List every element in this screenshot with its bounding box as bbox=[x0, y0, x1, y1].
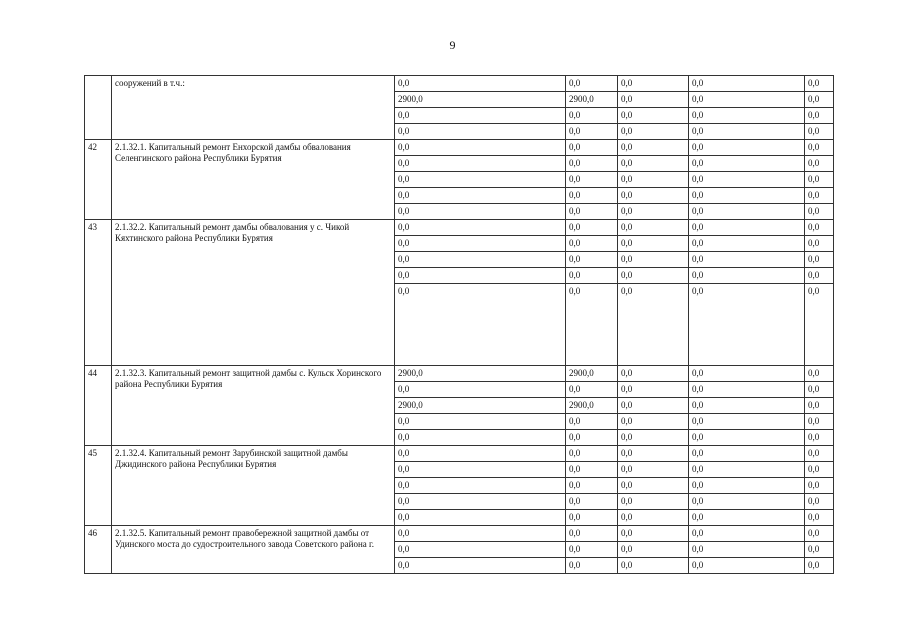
value-cell: 0,0 bbox=[805, 140, 834, 156]
value-cell: 0,0 bbox=[566, 236, 618, 252]
value-cell: 0,0 bbox=[395, 382, 566, 398]
value-cell: 0,0 bbox=[689, 188, 805, 204]
row-number: 44 bbox=[85, 366, 112, 446]
item-description: 2.1.32.1. Капитальный ремонт Енхорской дамбы обвалования Селенгинского района Республики Бурятия bbox=[112, 140, 395, 220]
value-cell: 0,0 bbox=[395, 76, 566, 92]
value-cell: 0,0 bbox=[618, 76, 689, 92]
value-cell: 0,0 bbox=[566, 558, 618, 574]
table-row bbox=[85, 140, 834, 156]
value-cell: 0,0 bbox=[805, 510, 834, 526]
value-cell: 0,0 bbox=[805, 188, 834, 204]
value-cell: 0,0 bbox=[618, 462, 689, 478]
value-cell: 0,0 bbox=[689, 204, 805, 220]
page-number: 9 bbox=[449, 38, 456, 52]
value-cell: 0,0 bbox=[395, 268, 566, 284]
value-cell: 0,0 bbox=[689, 494, 805, 510]
value-cell: 0,0 bbox=[805, 268, 834, 284]
value-cell: 0,0 bbox=[618, 414, 689, 430]
value-cell: 0,0 bbox=[395, 124, 566, 140]
value-cell: 0,0 bbox=[618, 478, 689, 494]
value-cell: 0,0 bbox=[805, 236, 834, 252]
value-cell: 0,0 bbox=[395, 204, 566, 220]
value-cell: 0,0 bbox=[395, 108, 566, 124]
value-cell: 2900,0 bbox=[566, 398, 618, 414]
table-row bbox=[85, 446, 834, 462]
value-cell: 0,0 bbox=[395, 430, 566, 446]
value-cell: 2900,0 bbox=[395, 398, 566, 414]
value-cell: 0,0 bbox=[618, 268, 689, 284]
value-cell: 0,0 bbox=[689, 526, 805, 542]
value-cell: 0,0 bbox=[566, 494, 618, 510]
value-cell: 0,0 bbox=[618, 124, 689, 140]
value-cell: 0,0 bbox=[395, 494, 566, 510]
value-cell: 0,0 bbox=[566, 156, 618, 172]
item-description: 2.1.32.4. Капитальный ремонт Зарубинской защитной дамбы Джидинского района Республики Бурятия bbox=[112, 446, 395, 526]
value-cell: 0,0 bbox=[566, 172, 618, 188]
row-number bbox=[85, 76, 112, 140]
value-cell: 0,0 bbox=[805, 430, 834, 446]
value-cell: 0,0 bbox=[566, 220, 618, 236]
value-cell: 0,0 bbox=[618, 156, 689, 172]
value-cell: 0,0 bbox=[689, 478, 805, 494]
value-cell: 0,0 bbox=[395, 446, 566, 462]
value-cell: 0,0 bbox=[566, 204, 618, 220]
value-cell: 0,0 bbox=[566, 542, 618, 558]
value-cell: 0,0 bbox=[395, 156, 566, 172]
value-cell: 0,0 bbox=[395, 526, 566, 542]
value-cell: 0,0 bbox=[618, 398, 689, 414]
value-cell: 0,0 bbox=[566, 188, 618, 204]
value-cell: 0,0 bbox=[566, 76, 618, 92]
value-cell: 0,0 bbox=[618, 446, 689, 462]
value-cell: 0,0 bbox=[566, 108, 618, 124]
value-cell: 0,0 bbox=[805, 156, 834, 172]
value-cell: 0,0 bbox=[618, 542, 689, 558]
value-cell: 0,0 bbox=[618, 108, 689, 124]
value-cell: 0,0 bbox=[805, 284, 834, 366]
value-cell: 0,0 bbox=[618, 430, 689, 446]
value-cell: 0,0 bbox=[566, 140, 618, 156]
value-cell: 0,0 bbox=[689, 542, 805, 558]
value-cell: 0,0 bbox=[618, 92, 689, 108]
value-cell: 0,0 bbox=[395, 558, 566, 574]
value-cell: 0,0 bbox=[689, 398, 805, 414]
value-cell: 0,0 bbox=[689, 92, 805, 108]
value-cell: 0,0 bbox=[395, 542, 566, 558]
value-cell: 0,0 bbox=[566, 124, 618, 140]
value-cell: 0,0 bbox=[395, 510, 566, 526]
value-cell: 0,0 bbox=[805, 526, 834, 542]
value-cell: 0,0 bbox=[689, 462, 805, 478]
item-description: 2.1.32.3. Капитальный ремонт защитной дамбы с. Кульск Хоринского района Республики Бурятия bbox=[112, 366, 395, 446]
value-cell: 0,0 bbox=[805, 494, 834, 510]
value-cell: 0,0 bbox=[805, 414, 834, 430]
value-cell: 0,0 bbox=[618, 140, 689, 156]
table-row bbox=[85, 76, 834, 92]
value-cell: 0,0 bbox=[395, 236, 566, 252]
value-cell: 0,0 bbox=[618, 204, 689, 220]
value-cell: 0,0 bbox=[805, 366, 834, 382]
value-cell: 0,0 bbox=[395, 414, 566, 430]
value-cell: 0,0 bbox=[805, 92, 834, 108]
row-number: 43 bbox=[85, 220, 112, 366]
value-cell: 2900,0 bbox=[566, 366, 618, 382]
value-cell: 0,0 bbox=[618, 252, 689, 268]
value-cell: 0,0 bbox=[805, 220, 834, 236]
value-cell: 0,0 bbox=[805, 542, 834, 558]
value-cell: 0,0 bbox=[395, 252, 566, 268]
item-description: сооружений в т.ч.: bbox=[112, 76, 395, 140]
value-cell: 0,0 bbox=[618, 284, 689, 366]
value-cell: 0,0 bbox=[689, 172, 805, 188]
value-cell: 0,0 bbox=[689, 446, 805, 462]
value-cell: 0,0 bbox=[618, 510, 689, 526]
item-description: 2.1.32.5. Капитальный ремонт правобережной защитной дамбы от Удинского моста до судостроительного завода Советского района г. bbox=[112, 526, 395, 574]
value-cell: 0,0 bbox=[805, 446, 834, 462]
value-cell: 0,0 bbox=[618, 236, 689, 252]
value-cell: 0,0 bbox=[689, 252, 805, 268]
value-cell: 0,0 bbox=[689, 558, 805, 574]
value-cell: 0,0 bbox=[805, 382, 834, 398]
value-cell: 0,0 bbox=[618, 188, 689, 204]
value-cell: 0,0 bbox=[395, 462, 566, 478]
value-cell: 0,0 bbox=[618, 526, 689, 542]
value-cell: 0,0 bbox=[689, 268, 805, 284]
value-cell: 0,0 bbox=[395, 284, 566, 366]
value-cell: 0,0 bbox=[689, 236, 805, 252]
value-cell: 0,0 bbox=[566, 526, 618, 542]
value-cell: 0,0 bbox=[689, 220, 805, 236]
value-cell: 0,0 bbox=[395, 172, 566, 188]
value-cell: 0,0 bbox=[689, 76, 805, 92]
value-cell: 0,0 bbox=[689, 124, 805, 140]
value-cell: 0,0 bbox=[618, 494, 689, 510]
value-cell: 0,0 bbox=[618, 366, 689, 382]
value-cell: 0,0 bbox=[805, 398, 834, 414]
value-cell: 0,0 bbox=[566, 252, 618, 268]
value-cell: 0,0 bbox=[566, 430, 618, 446]
value-cell: 0,0 bbox=[689, 140, 805, 156]
value-cell: 0,0 bbox=[566, 268, 618, 284]
row-number: 42 bbox=[85, 140, 112, 220]
value-cell: 0,0 bbox=[689, 414, 805, 430]
value-cell: 0,0 bbox=[689, 382, 805, 398]
item-description: 2.1.32.2. Капитальный ремонт дамбы обвалования у с. Чикой Кяхтинского района Республики Бурятия bbox=[112, 220, 395, 366]
value-cell: 0,0 bbox=[805, 558, 834, 574]
value-cell: 0,0 bbox=[566, 284, 618, 366]
value-cell: 0,0 bbox=[805, 204, 834, 220]
value-cell: 0,0 bbox=[805, 462, 834, 478]
table-row bbox=[85, 366, 834, 382]
value-cell: 0,0 bbox=[566, 414, 618, 430]
value-cell: 0,0 bbox=[566, 382, 618, 398]
row-number: 45 bbox=[85, 446, 112, 526]
table-row bbox=[85, 220, 834, 236]
value-cell: 0,0 bbox=[689, 510, 805, 526]
value-cell: 0,0 bbox=[395, 220, 566, 236]
value-cell: 2900,0 bbox=[395, 92, 566, 108]
budget-table bbox=[84, 75, 834, 574]
value-cell: 0,0 bbox=[566, 478, 618, 494]
row-number: 46 bbox=[85, 526, 112, 574]
value-cell: 0,0 bbox=[618, 558, 689, 574]
value-cell: 0,0 bbox=[689, 366, 805, 382]
value-cell: 0,0 bbox=[689, 156, 805, 172]
value-cell: 2900,0 bbox=[566, 92, 618, 108]
value-cell: 0,0 bbox=[566, 446, 618, 462]
value-cell: 2900,0 bbox=[395, 366, 566, 382]
value-cell: 0,0 bbox=[618, 172, 689, 188]
value-cell: 0,0 bbox=[805, 108, 834, 124]
value-cell: 0,0 bbox=[805, 252, 834, 268]
value-cell: 0,0 bbox=[689, 108, 805, 124]
value-cell: 0,0 bbox=[689, 430, 805, 446]
value-cell: 0,0 bbox=[805, 124, 834, 140]
value-cell: 0,0 bbox=[805, 76, 834, 92]
value-cell: 0,0 bbox=[395, 478, 566, 494]
table-row bbox=[85, 526, 834, 542]
value-cell: 0,0 bbox=[805, 478, 834, 494]
value-cell: 0,0 bbox=[395, 140, 566, 156]
value-cell: 0,0 bbox=[618, 382, 689, 398]
value-cell: 0,0 bbox=[395, 188, 566, 204]
value-cell: 0,0 bbox=[805, 172, 834, 188]
value-cell: 0,0 bbox=[618, 220, 689, 236]
value-cell: 0,0 bbox=[566, 462, 618, 478]
value-cell: 0,0 bbox=[689, 284, 805, 366]
value-cell: 0,0 bbox=[566, 510, 618, 526]
